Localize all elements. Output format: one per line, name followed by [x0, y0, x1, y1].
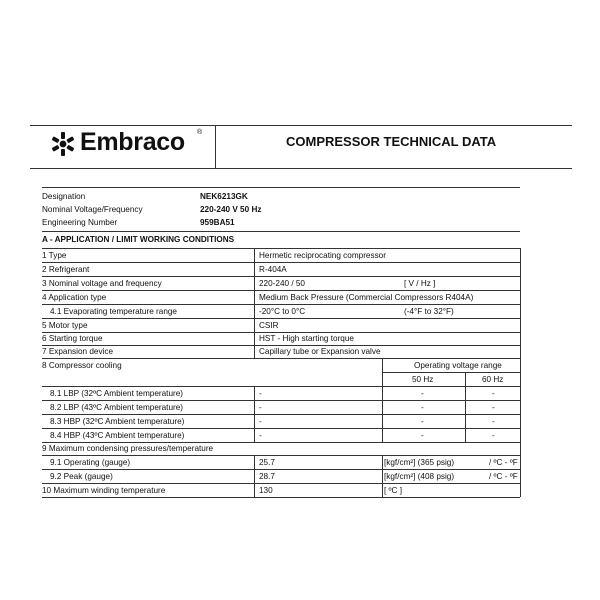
- cooling-lbp-43-50hz: -: [421, 403, 424, 412]
- motor-type-value: CSIR: [259, 321, 279, 330]
- designation-value: NEK6213GK: [200, 192, 248, 201]
- row-rule: [42, 469, 520, 470]
- row-rule: [42, 332, 520, 333]
- registered-mark: ®: [197, 129, 203, 136]
- section-a-heading: A - APPLICATION / LIMIT WORKING CONDITIONS: [42, 235, 235, 244]
- engineering-number-label: Engineering Number: [42, 218, 118, 227]
- row-rule: [42, 276, 520, 277]
- row-rule: [42, 290, 520, 291]
- operating-voltage-range-header: Operating voltage range: [414, 361, 502, 370]
- compressor-cooling-label: 8 Compressor cooling: [42, 361, 122, 370]
- cooling-hbp-32-value: -: [259, 417, 262, 426]
- row-rule: [42, 386, 520, 387]
- column-rule: [382, 358, 383, 442]
- cooling-lbp-32-60hz: -: [492, 389, 495, 398]
- max-winding-temp-value: 130: [259, 486, 273, 495]
- brand-name: Embraco: [80, 128, 185, 156]
- nominal-voltage-value: 220-240 / 50: [259, 279, 305, 288]
- cooling-lbp-32-label: 8.1 LBP (32ºC Ambient temperature): [50, 389, 183, 398]
- motor-type-label: 5 Motor type: [42, 321, 88, 330]
- summary-top-rule: [42, 187, 520, 188]
- row-rule: [42, 400, 520, 401]
- column-rule: [254, 455, 255, 497]
- header-top-rule: [30, 125, 572, 126]
- cooling-hbp-32-50hz: -: [421, 417, 424, 426]
- column-rule: [254, 248, 255, 359]
- operating-gauge-value: 25.7: [259, 458, 275, 467]
- cooling-lbp-43-label: 8.2 LBP (43ºC Ambient temperature): [50, 403, 183, 412]
- expansion-device-value: Capillary tube or Expansion valve: [259, 347, 381, 356]
- column-rule: [465, 372, 466, 442]
- starting-torque-label: 6 Starting torque: [42, 334, 103, 343]
- row-rule: [42, 304, 520, 305]
- cooling-lbp-32-50hz: -: [421, 389, 424, 398]
- cooling-lbp-43-60hz: -: [492, 403, 495, 412]
- expansion-device-label: 7 Expansion device: [42, 347, 114, 356]
- voltage-label: Nominal Voltage/Frequency: [42, 205, 143, 214]
- row-rule: [382, 372, 520, 373]
- evaporating-range-f: (-4°F to 32°F): [404, 307, 454, 316]
- refrigerant-label: 2 Refrigerant: [42, 265, 90, 274]
- column-rule: [382, 455, 383, 497]
- starting-torque-value: HST - High starting torque: [259, 334, 354, 343]
- max-winding-temp-unit: [ ºC ]: [384, 486, 403, 495]
- cooling-hbp-43-50hz: -: [421, 431, 424, 440]
- col-60hz-header: 60 Hz: [482, 375, 504, 384]
- document-title: COMPRESSOR TECHNICAL DATA: [286, 134, 497, 149]
- cooling-hbp-43-label: 8.4 HBP (43ºC Ambient temperature): [50, 431, 185, 440]
- engineering-number-value: 959BA51: [200, 218, 235, 227]
- cooling-hbp-43-60hz: -: [492, 431, 495, 440]
- peak-gauge-value: 28.7: [259, 472, 275, 481]
- nominal-voltage-label: 3 Nominal voltage and frequency: [42, 279, 162, 288]
- cooling-hbp-43-value: -: [259, 431, 262, 440]
- row-rule: [42, 262, 520, 263]
- voltage-value: 220-240 V 50 Hz: [200, 205, 262, 214]
- cooling-lbp-43-value: -: [259, 403, 262, 412]
- row-rule: [42, 442, 520, 443]
- row-rule: [42, 455, 520, 456]
- column-rule: [254, 386, 255, 442]
- designation-label: Designation: [42, 192, 86, 201]
- row-rule: [42, 318, 520, 319]
- header-divider: [215, 125, 216, 168]
- operating-gauge-temp: / ºC - ºF: [489, 458, 518, 467]
- row-rule: [42, 414, 520, 415]
- summary-bottom-rule: [42, 231, 520, 232]
- table-right-rule: [520, 248, 521, 497]
- max-winding-temp-label: 10 Maximum winding temperature: [42, 486, 166, 495]
- cooling-hbp-32-60hz: -: [492, 417, 495, 426]
- operating-gauge-label: 9.1 Operating (gauge): [50, 458, 131, 467]
- cooling-hbp-32-label: 8.3 HBP (32ºC Ambient temperature): [50, 417, 185, 426]
- embraco-logo-icon: [50, 131, 76, 157]
- application-value: Medium Back Pressure (Commercial Compressors R404A): [259, 293, 474, 302]
- max-condensing-label: 9 Maximum condensing pressures/temperature: [42, 444, 214, 453]
- row-rule: [42, 483, 520, 484]
- evaporating-range-label: 4.1 Evaporating temperature range: [50, 307, 177, 316]
- application-label: 4 Application type: [42, 293, 107, 302]
- peak-gauge-temp: / ºC - ºF: [489, 472, 518, 481]
- table-top-rule: [42, 248, 520, 249]
- operating-gauge-unit: [kgf/cm²] (365 psig): [384, 458, 455, 467]
- table-bottom-rule: [42, 497, 520, 498]
- row-rule: [42, 358, 520, 359]
- nominal-voltage-unit: [ V / Hz ]: [404, 279, 436, 288]
- type-value: Hermetic reciprocating compressor: [259, 251, 386, 260]
- type-label: 1 Type: [42, 251, 67, 260]
- header-bottom-rule: [30, 168, 572, 169]
- row-rule: [42, 345, 520, 346]
- peak-gauge-unit: [kgf/cm²] (408 psig): [384, 472, 455, 481]
- refrigerant-value: R-404A: [259, 265, 287, 274]
- evaporating-range-value: -20°C to 0°C: [259, 307, 306, 316]
- row-rule: [42, 428, 520, 429]
- peak-gauge-label: 9.2 Peak (gauge): [50, 472, 113, 481]
- cooling-lbp-32-value: -: [259, 389, 262, 398]
- col-50hz-header: 50 Hz: [412, 375, 434, 384]
